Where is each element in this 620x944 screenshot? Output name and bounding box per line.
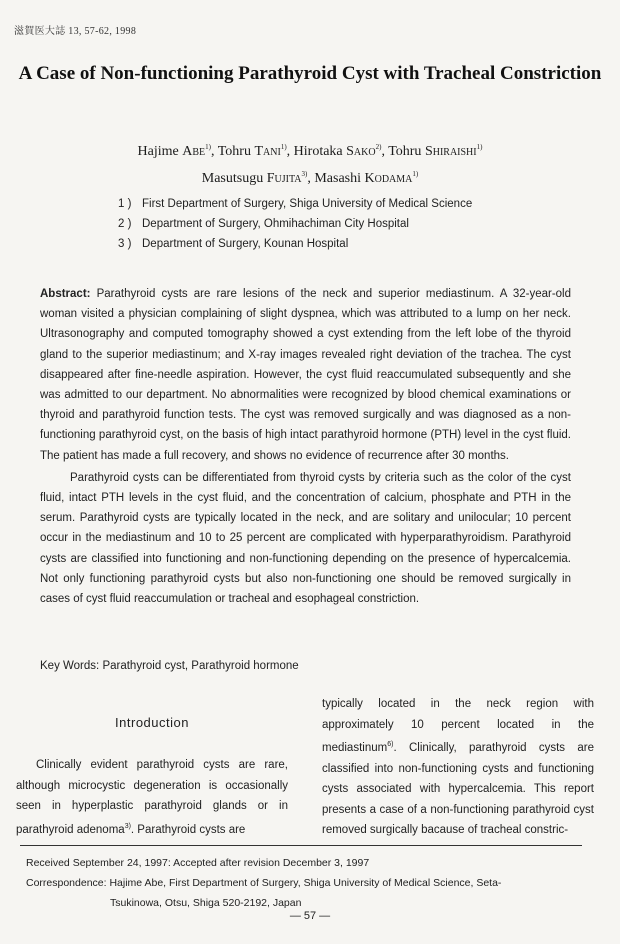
- author: Tohru Shiraishi$^{1)}$: [388, 143, 483, 159]
- keywords-text: Parathyroid cyst, Parathyroid hormone: [102, 660, 299, 672]
- affiliation-item: 2 ) Department of Surgery, Ohmihachiman City Hospital: [118, 218, 409, 230]
- affiliation-item: 1 ) First Department of Surgery, Shiga University of Medical Science: [118, 198, 473, 210]
- correspondence-address: Tsukinowa, Otsu, Shiga 520-2192, Japan: [110, 897, 302, 909]
- abstract-label: Abstract:: [40, 288, 91, 300]
- received-date: Received September 24, 1997: Accepted after revision December 3, 1997: [26, 857, 370, 869]
- author: Hirotaka Sako$^{2)}$: [293, 143, 382, 159]
- author-list: Hajime Abe$^{1)}$, Tohru Tani$^{1)}$, Hirotaka Sako$^{2)}$, Tohru Shiraishi$^{1)}$ Masutsugu Fujita$^{3)}$, Masashi Kodama$^{1)}$: [137, 143, 483, 186]
- author: Masashi Kodama$^{1)}$: [314, 170, 419, 186]
- affiliations: [118, 194, 558, 254]
- correspondence: Correspondence: Hajime Abe, First Department of Surgery, Shiga University of Medical Science, Seta-: [26, 877, 502, 889]
- journal-reference: 滋賀医大誌 13, 57-62, 1998: [14, 26, 137, 37]
- keywords-label: Key Words:: [40, 660, 100, 672]
- footnote-divider: [20, 845, 582, 846]
- right-column: [322, 694, 594, 841]
- abstract: [40, 284, 571, 609]
- abstract-paragraph-2: Parathyroid cysts can be differentiated from thyroid cysts by criteria such as the color of the cyst fluid, intact PTH levels in the cyst fluid, and the concentration of calcium, phosphate and PTH in the serum. Parathyroid cysts are typically located in the neck, and are solitary and unilocular; 10 percent occur in the mediastinum and 10 to 25 percent are complicated with hyperparathyroidism. Parathyroid cysts are classified into functioning and non-functioning depending on the presence of hypercalcemia. Not only functioning parathyroid cysts but also non-functioning one should be removed surgically in cases of cyst fluid reaccumulation or tracheal and esophageal constriction.: [40, 471, 571, 606]
- section-heading-introduction: Introduction: [115, 715, 189, 730]
- author: Masutsugu Fujita$^{3)}$: [201, 170, 308, 186]
- author: Hajime Abe$^{1)}$: [137, 143, 211, 159]
- intro-paragraph-left: Clinically evident parathyroid cysts are rare, although microcystic degeneration is occasionally seen in hyperplastic parathyroid glands or in parathyroid adenoma$^{3)}$. Parathyroid cysts are: [16, 759, 288, 836]
- page-number: — 57 —: [289, 910, 331, 922]
- keywords: [40, 657, 571, 675]
- footnotes: [26, 853, 586, 913]
- intro-paragraph-right: typically located in the neck region with approximately 10 percent located in the mediastinum$^{6)}$. Clinically, parathyroid cysts are classified into non-functioning cysts and functioning cysts associated with hypercalcemia. This report presents a case of a non-functioning parathyroid cyst removed surgically bacause of tracheal constric-: [322, 698, 594, 836]
- article-title: A Case of Non-functioning Parathyroid Cyst with Tracheal Constriction: [18, 63, 602, 84]
- affiliation-item: 3 ) Department of Surgery, Kounan Hospital: [118, 238, 349, 250]
- left-column: [16, 693, 288, 840]
- abstract-paragraph: Abstract: Parathyroid cysts are rare lesions of the neck and superior mediastinum. A 32-year-old woman visited a physician complaining of slight dyspnea, which was attributed to a lump on her neck. Ultrasonography and computed tomography showed a cyst extending from the left lobe of the thyroid gland to the superior mediastinum; and X-ray images revealed right deviation of the trachea. The cyst disappeared after fine-needle aspiration. However, the cyst fluid reaccumulated subsequently and she was admitted to our department. No abnormalities were recognized by blood chemical examinations or thyroid and parathyroid function tests. The cyst was removed surgically and was diagnosed as a non-functioning parathyroid cyst, on the basis of high intact parathyroid hormone (PTH) level in the cyst fluid. The patient has made a full recovery, and shows no evidence of recurrence after 30 months.: [40, 288, 571, 462]
- author: Tohru Tani$^{1)}$: [217, 143, 287, 159]
